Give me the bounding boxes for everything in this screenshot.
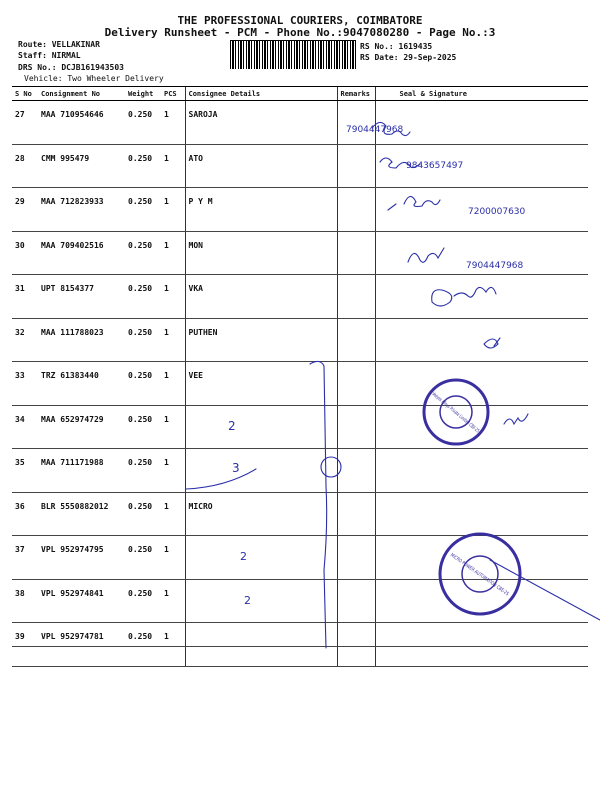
cell-weight: 0.250 (125, 318, 161, 362)
cell-sno: 27 (12, 101, 38, 145)
cell-consignment-no: BLR 5550882012 (38, 492, 125, 536)
table-row (12, 188, 588, 232)
cell-remarks (337, 101, 375, 145)
cell-weight: 0.250 (125, 623, 161, 667)
cell-pcs: 1 (161, 536, 185, 580)
cell-pcs: 1 (161, 362, 185, 406)
cell-remarks (337, 623, 375, 667)
cell-pcs: 1 (161, 144, 185, 188)
barcode (230, 40, 356, 69)
cell-pcs: 1 (161, 623, 185, 667)
cell-seal-signature (375, 318, 588, 362)
rs-number: RS No.: 1619435 (360, 42, 433, 51)
cell-sno: 29 (12, 188, 38, 232)
cell-pcs: 1 (161, 231, 185, 275)
cell-consignee (185, 579, 337, 623)
cell-consignment-no: VPL 952974841 (38, 579, 125, 623)
cell-consignment-no: MAA 711171988 (38, 449, 125, 493)
cell-seal-signature (375, 536, 588, 580)
cell-consignee: VEE (185, 362, 337, 406)
cell-sno: 31 (12, 275, 38, 319)
table-row (12, 536, 588, 580)
table-row (12, 579, 588, 623)
cell-consignment-no: VPL 952974795 (38, 536, 125, 580)
table-row (12, 318, 588, 362)
cell-sno: 34 (12, 405, 38, 449)
cell-consignment-no: MAA 710954646 (38, 101, 125, 145)
cell-pcs: 1 (161, 275, 185, 319)
route-label: Route: VELLAKINAR (18, 40, 100, 49)
cell-remarks (337, 362, 375, 406)
company-title: THE PROFESSIONAL COURIERS, COIMBATORE (177, 14, 423, 27)
cell-seal-signature (375, 492, 588, 536)
cell-seal-signature (375, 579, 588, 623)
col-header-consignment: Consignment No (38, 87, 125, 101)
col-header-seal: Seal & Signature (375, 87, 588, 101)
cell-sno: 28 (12, 144, 38, 188)
cell-remarks (337, 492, 375, 536)
table-row (12, 492, 588, 536)
cell-sno: 33 (12, 362, 38, 406)
cell-seal-signature (375, 101, 588, 145)
cell-consignment-no: MAA 709402516 (38, 231, 125, 275)
cell-weight: 0.250 (125, 449, 161, 493)
cell-consignee (185, 405, 337, 449)
phone-28: 9843657497 (406, 161, 464, 171)
cell-consignee: PUTHEN (185, 318, 337, 362)
cell-pcs: 1 (161, 492, 185, 536)
cell-weight: 0.250 (125, 101, 161, 145)
cell-pcs: 1 (161, 405, 185, 449)
cell-weight: 0.250 (125, 144, 161, 188)
cell-pcs: 1 (161, 101, 185, 145)
cell-consignee: VKA (185, 275, 337, 319)
cell-weight: 0.250 (125, 492, 161, 536)
cell-seal-signature (375, 623, 588, 667)
cell-consignment-no: MAA 111788023 (38, 318, 125, 362)
staff-label: Staff: NIRMAL (18, 51, 81, 60)
mark-34: 2 (228, 419, 236, 433)
delivery-table (12, 86, 588, 667)
table-bottom-line (12, 646, 588, 647)
table-row (12, 275, 588, 319)
cell-sno: 37 (12, 536, 38, 580)
cell-seal-signature (375, 449, 588, 493)
col-header-pcs: PCS (161, 87, 185, 101)
col-header-weight: Weight (125, 87, 161, 101)
cell-remarks (337, 579, 375, 623)
cell-weight: 0.250 (125, 362, 161, 406)
vehicle-label: Vehicle: Two Wheeler Delivery (24, 74, 164, 83)
phone-31: 7904447968 (466, 261, 524, 271)
cell-remarks (337, 231, 375, 275)
cell-seal-signature (375, 405, 588, 449)
cell-seal-signature (375, 188, 588, 232)
table-row (12, 405, 588, 449)
stamp-1-text: Veeyes Alloys Private Limited CBE-25 (430, 391, 506, 456)
cell-sno: 32 (12, 318, 38, 362)
drs-number: DRS No.: DCJB161943503 (18, 63, 124, 72)
mark-38: 2 (244, 594, 251, 607)
mark-36: 3 (232, 461, 240, 475)
cell-seal-signature (375, 362, 588, 406)
cell-sno: 38 (12, 579, 38, 623)
cell-consignment-no: TRZ 61383440 (38, 362, 125, 406)
cell-consignee (185, 449, 337, 493)
cell-pcs: 1 (161, 188, 185, 232)
cell-sno: 39 (12, 623, 38, 667)
cell-sno: 36 (12, 492, 38, 536)
col-header-consignee: Consignee Details (185, 87, 337, 101)
rs-date: RS Date: 29-Sep-2025 (360, 53, 457, 62)
cell-seal-signature (375, 231, 588, 275)
table-row (12, 231, 588, 275)
table-header-row (12, 87, 588, 101)
cell-consignment-no: MAA 712823933 (38, 188, 125, 232)
cell-pcs: 1 (161, 449, 185, 493)
cell-seal-signature (375, 275, 588, 319)
cell-seal-signature (375, 144, 588, 188)
cell-consignee: P Y M (185, 188, 337, 232)
cell-consignment-no: UPT 8154377 (38, 275, 125, 319)
table-row (12, 144, 588, 188)
phone-29: 7200007630 (468, 207, 526, 217)
cell-sno: 35 (12, 449, 38, 493)
cell-consignee (185, 623, 337, 667)
cell-sno: 30 (12, 231, 38, 275)
col-header-remarks: Remarks (337, 87, 375, 101)
table-row (12, 362, 588, 406)
cell-remarks (337, 318, 375, 362)
cell-remarks (337, 405, 375, 449)
cell-consignment-no: CMM 995479 (38, 144, 125, 188)
cell-consignment-no: MAA 652974729 (38, 405, 125, 449)
phone-27: 7904447968 (346, 125, 404, 135)
cell-weight: 0.250 (125, 188, 161, 232)
cell-weight: 0.250 (125, 231, 161, 275)
cell-remarks (337, 188, 375, 232)
cell-consignee: SAROJA (185, 101, 337, 145)
stamp-2-text: MICRO POWER AUTOMATION CBE-25 (449, 552, 528, 610)
mark-37: 2 (240, 550, 247, 563)
cell-remarks (337, 449, 375, 493)
cell-weight: 0.250 (125, 405, 161, 449)
cell-remarks (337, 275, 375, 319)
col-header-sno: S No (12, 87, 38, 101)
cell-consignee: MON (185, 231, 337, 275)
table-row (12, 449, 588, 493)
cell-consignee (185, 536, 337, 580)
cell-remarks (337, 536, 375, 580)
cell-weight: 0.250 (125, 579, 161, 623)
runsheet-subtitle: Delivery Runsheet - PCM - Phone No.:9047080280 - Page No.:3 (104, 26, 496, 39)
cell-weight: 0.250 (125, 536, 161, 580)
cell-consignee: MICRO (185, 492, 337, 536)
cell-consignment-no: VPL 952974781 (38, 623, 125, 667)
cell-weight: 0.250 (125, 275, 161, 319)
cell-pcs: 1 (161, 579, 185, 623)
cell-consignee: ATO (185, 144, 337, 188)
table-row (12, 623, 588, 667)
cell-remarks (337, 144, 375, 188)
table-row (12, 101, 588, 145)
cell-pcs: 1 (161, 318, 185, 362)
